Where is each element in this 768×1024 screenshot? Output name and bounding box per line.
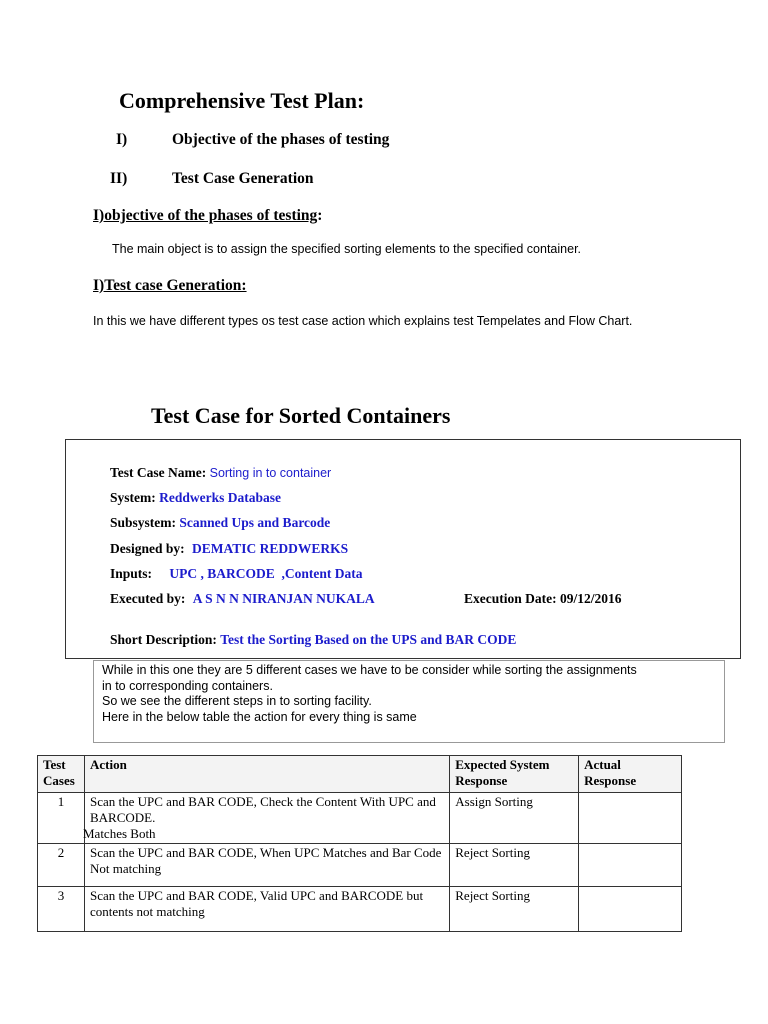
execution-date (464, 591, 622, 607)
inputs-row (110, 566, 363, 582)
header-test-cases: Test Cases (38, 756, 85, 793)
description-box (93, 660, 725, 743)
description-line: While in this one they are 5 different cases we have to be consider while sorting the assignments (102, 663, 637, 677)
subsystem-row (110, 515, 330, 531)
section2-heading-text: I)Test case Generation: (93, 277, 247, 294)
subsystem-label: Subsystem: (110, 515, 177, 530)
test-case-actual (579, 887, 682, 932)
header-actual-response: Actual Response (579, 756, 682, 793)
test-case-actual (579, 793, 682, 844)
table-row (38, 844, 682, 887)
header-action: Action (84, 756, 449, 793)
description-line: in to corresponding containers. (102, 678, 273, 693)
test-case-number: 2 (38, 844, 85, 887)
test-case-action-tail: Matches Both (82, 826, 156, 841)
section1-heading (93, 207, 322, 225)
designed-by-row (110, 541, 348, 557)
subsystem-value: Scanned Ups and Barcode (179, 515, 331, 530)
executed-by-value: A S N N NIRANJAN NUKALA (192, 591, 375, 606)
executed-by-row (110, 591, 375, 607)
test-case-number: 1 (38, 793, 85, 844)
toc-item-2: Test Case Generation (172, 170, 314, 187)
test-cases-table (37, 755, 682, 932)
section1-heading-text: I)objective of the phases of testing (93, 207, 318, 224)
table-row (38, 793, 682, 844)
designed-by-label: Designed by: (110, 541, 185, 556)
section2-body: In this we have different types os test case action which explains test Tempelates and Flow Chart. (93, 314, 633, 328)
test-case-name-label: Test Case Name: (110, 465, 207, 480)
section1-body: The main object is to assign the specified sorting elements to the specified container. (112, 242, 582, 256)
designed-by-value: DEMATIC REDDWERKS (192, 541, 349, 556)
section1-heading-colon: : (317, 207, 323, 224)
main-title: Comprehensive Test Plan: (119, 88, 365, 113)
test-case-action: Scan the UPC and BAR CODE, When UPC Matches and Bar Code Not matching (84, 844, 449, 887)
test-case-name-value: Sorting in to container (209, 466, 332, 480)
system-row (110, 490, 281, 506)
test-case-expected: Assign Sorting (450, 793, 579, 844)
short-description-label: Short Description: (110, 632, 217, 647)
inputs-value: UPC , BARCODE ,Content Data (169, 566, 363, 581)
inputs-label: Inputs: (110, 566, 153, 581)
test-case-name-row (110, 465, 331, 481)
test-case-number: 3 (38, 887, 85, 932)
toc-number-2: II) (110, 170, 128, 187)
description-line: So we see the different steps in to sorting facility. (102, 694, 372, 708)
test-case-expected: Reject Sorting (450, 887, 579, 932)
table-row (38, 887, 682, 932)
test-case-action: Scan the UPC and BAR CODE, Valid UPC and BARCODE but contents not matching (84, 887, 449, 932)
test-case-info-box (65, 439, 741, 659)
test-case-action (84, 793, 449, 844)
test-case-expected: Reject Sorting (450, 844, 579, 887)
description-line: Here in the below table the action for every thing is same (102, 709, 417, 724)
system-label: System: (110, 490, 156, 505)
executed-by-label: Executed by: (110, 591, 186, 606)
toc-number-1: I) (116, 131, 128, 148)
test-case-title: Test Case for Sorted Containers (151, 403, 451, 428)
toc-item-1: Objective of the phases of testing (172, 131, 390, 148)
table-header-row (38, 756, 682, 793)
system-value: Reddwerks Database (159, 490, 282, 505)
test-case-actual (579, 844, 682, 887)
header-expected-response: Expected System Response (450, 756, 579, 793)
section2-heading (93, 277, 247, 295)
test-case-action-text: Scan the UPC and BAR CODE, Check the Content With UPC and BARCODE. (89, 794, 436, 825)
short-description-value: Test the Sorting Based on the UPS and BAR CODE (220, 632, 517, 647)
execution-date-label: Execution Date: 09/12/2016 (464, 591, 622, 606)
short-description-row (110, 632, 516, 648)
